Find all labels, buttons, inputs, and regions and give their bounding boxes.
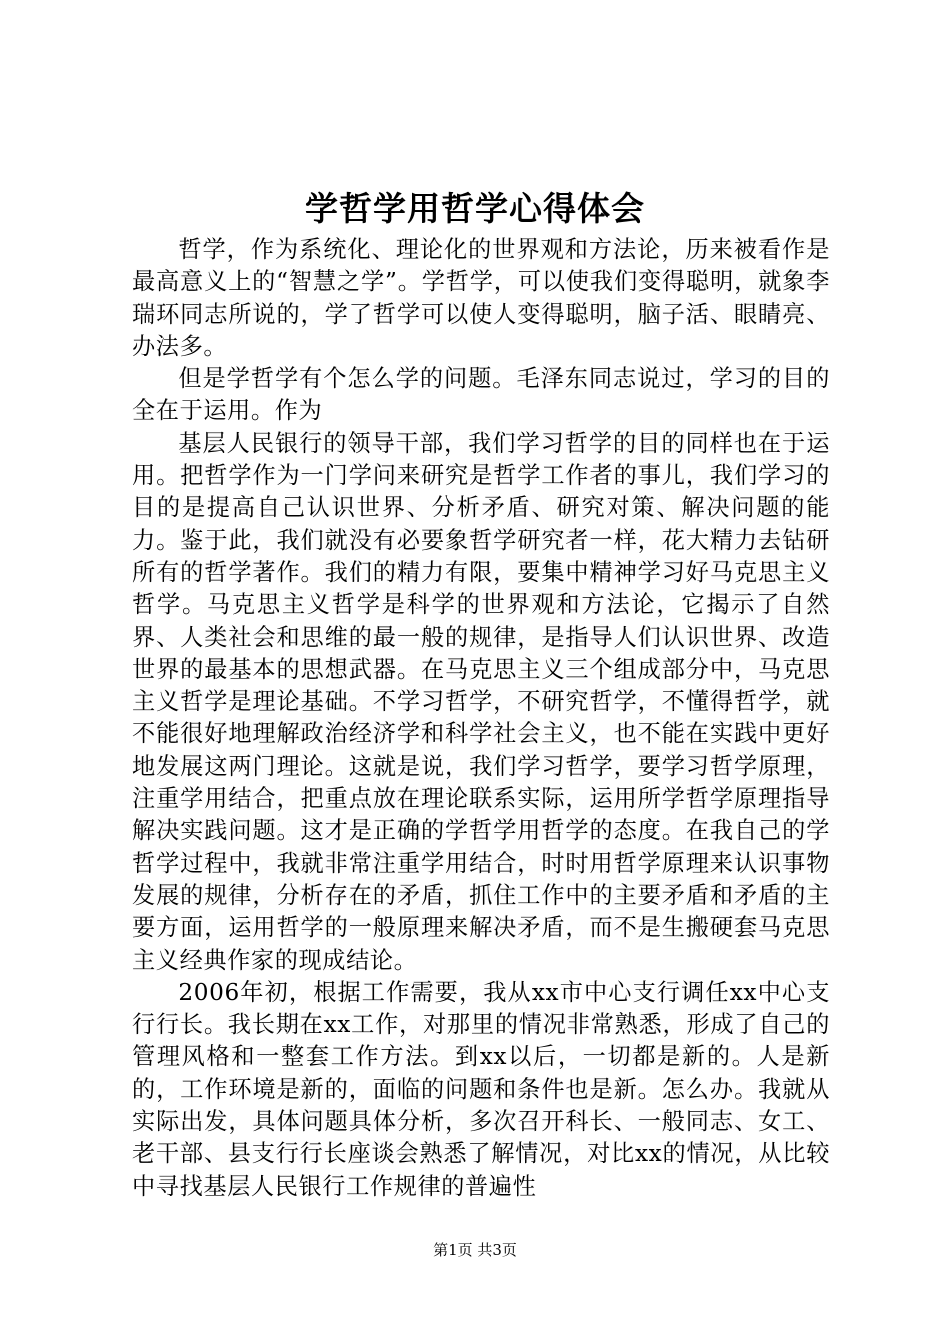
paragraph-4: 2006年初，根据工作需要，我从xx市中心支行调任xx中心支行行长。我长期在xx工作，对那里的情况非常熟悉，形成了自己的管理风格和一整套工作方法。到xx以后，一切都是新的。人是新的，工作环境是新的，面临的问题和条件也是新。怎么办。我就从实际出发，具体问题具体分析，多次召开科长、一般同志、女工、老干部、县支行行长座谈会熟悉了解情况，对比xx的情况，从比较中寻找基层人民银行工作规律的普遍性	[132, 978, 830, 1200]
document-title: 学哲学用哲学心得体会	[305, 189, 645, 228]
document-body	[132, 234, 830, 1203]
paragraph-3: 基层人民银行的领导干部，我们学习哲学的目的同样也在于运用。把哲学作为一门学问来研究是哲学工作者的事儿，我们学习的目的是提高自己认识世界、分析矛盾、研究对策、解决问题的能力。鉴于此，我们就没有必要象哲学研究者一样，花大精力去钻研所有的哲学著作。我们的精力有限，要集中精神学习好马克思主义哲学。马克思主义哲学是科学的世界观和方法论，它揭示了自然界、人类社会和思维的最一般的规律，是指导人们认识世界、改造世界的最基本的思想武器。在马克思主义三个组成部分中，马克思主义哲学是理论基础。不学习哲学，不研究哲学，不懂得哲学，就不能很好地理解政治经济学和科学社会主义，也不能在实践中更好地发展这两门理论。这就是说，我们学习哲学，要学习哲学原理，注重学用结合，把重点放在理论联系实际，运用所学哲学原理指导解决实践问题。这才是正确的学哲学用哲学的态度。在我自己的学哲学过程中，我就非常注重学用结合，时时用哲学原理来认识事物发展的规律，分析存在的矛盾，抓住工作中的主要矛盾和矛盾的主要方面，运用哲学的一般原理来解决矛盾，而不是生搬硬套马克思主义经典作家的现成结论。	[132, 429, 830, 974]
page-footer: 第1页 共3页	[433, 1241, 517, 1259]
paragraph-1: 哲学，作为系统化、理论化的世界观和方法论，历来被看作是最高意义上的“智慧之学”。学哲学，可以使我们变得聪明，就象李瑞环同志所说的，学了哲学可以使人变得聪明，脑子活、眼睛亮、办法多。	[132, 236, 830, 360]
paragraph-2: 但是学哲学有个怎么学的问题。毛泽东同志说过，学习的目的全在于运用。作为	[132, 365, 830, 425]
